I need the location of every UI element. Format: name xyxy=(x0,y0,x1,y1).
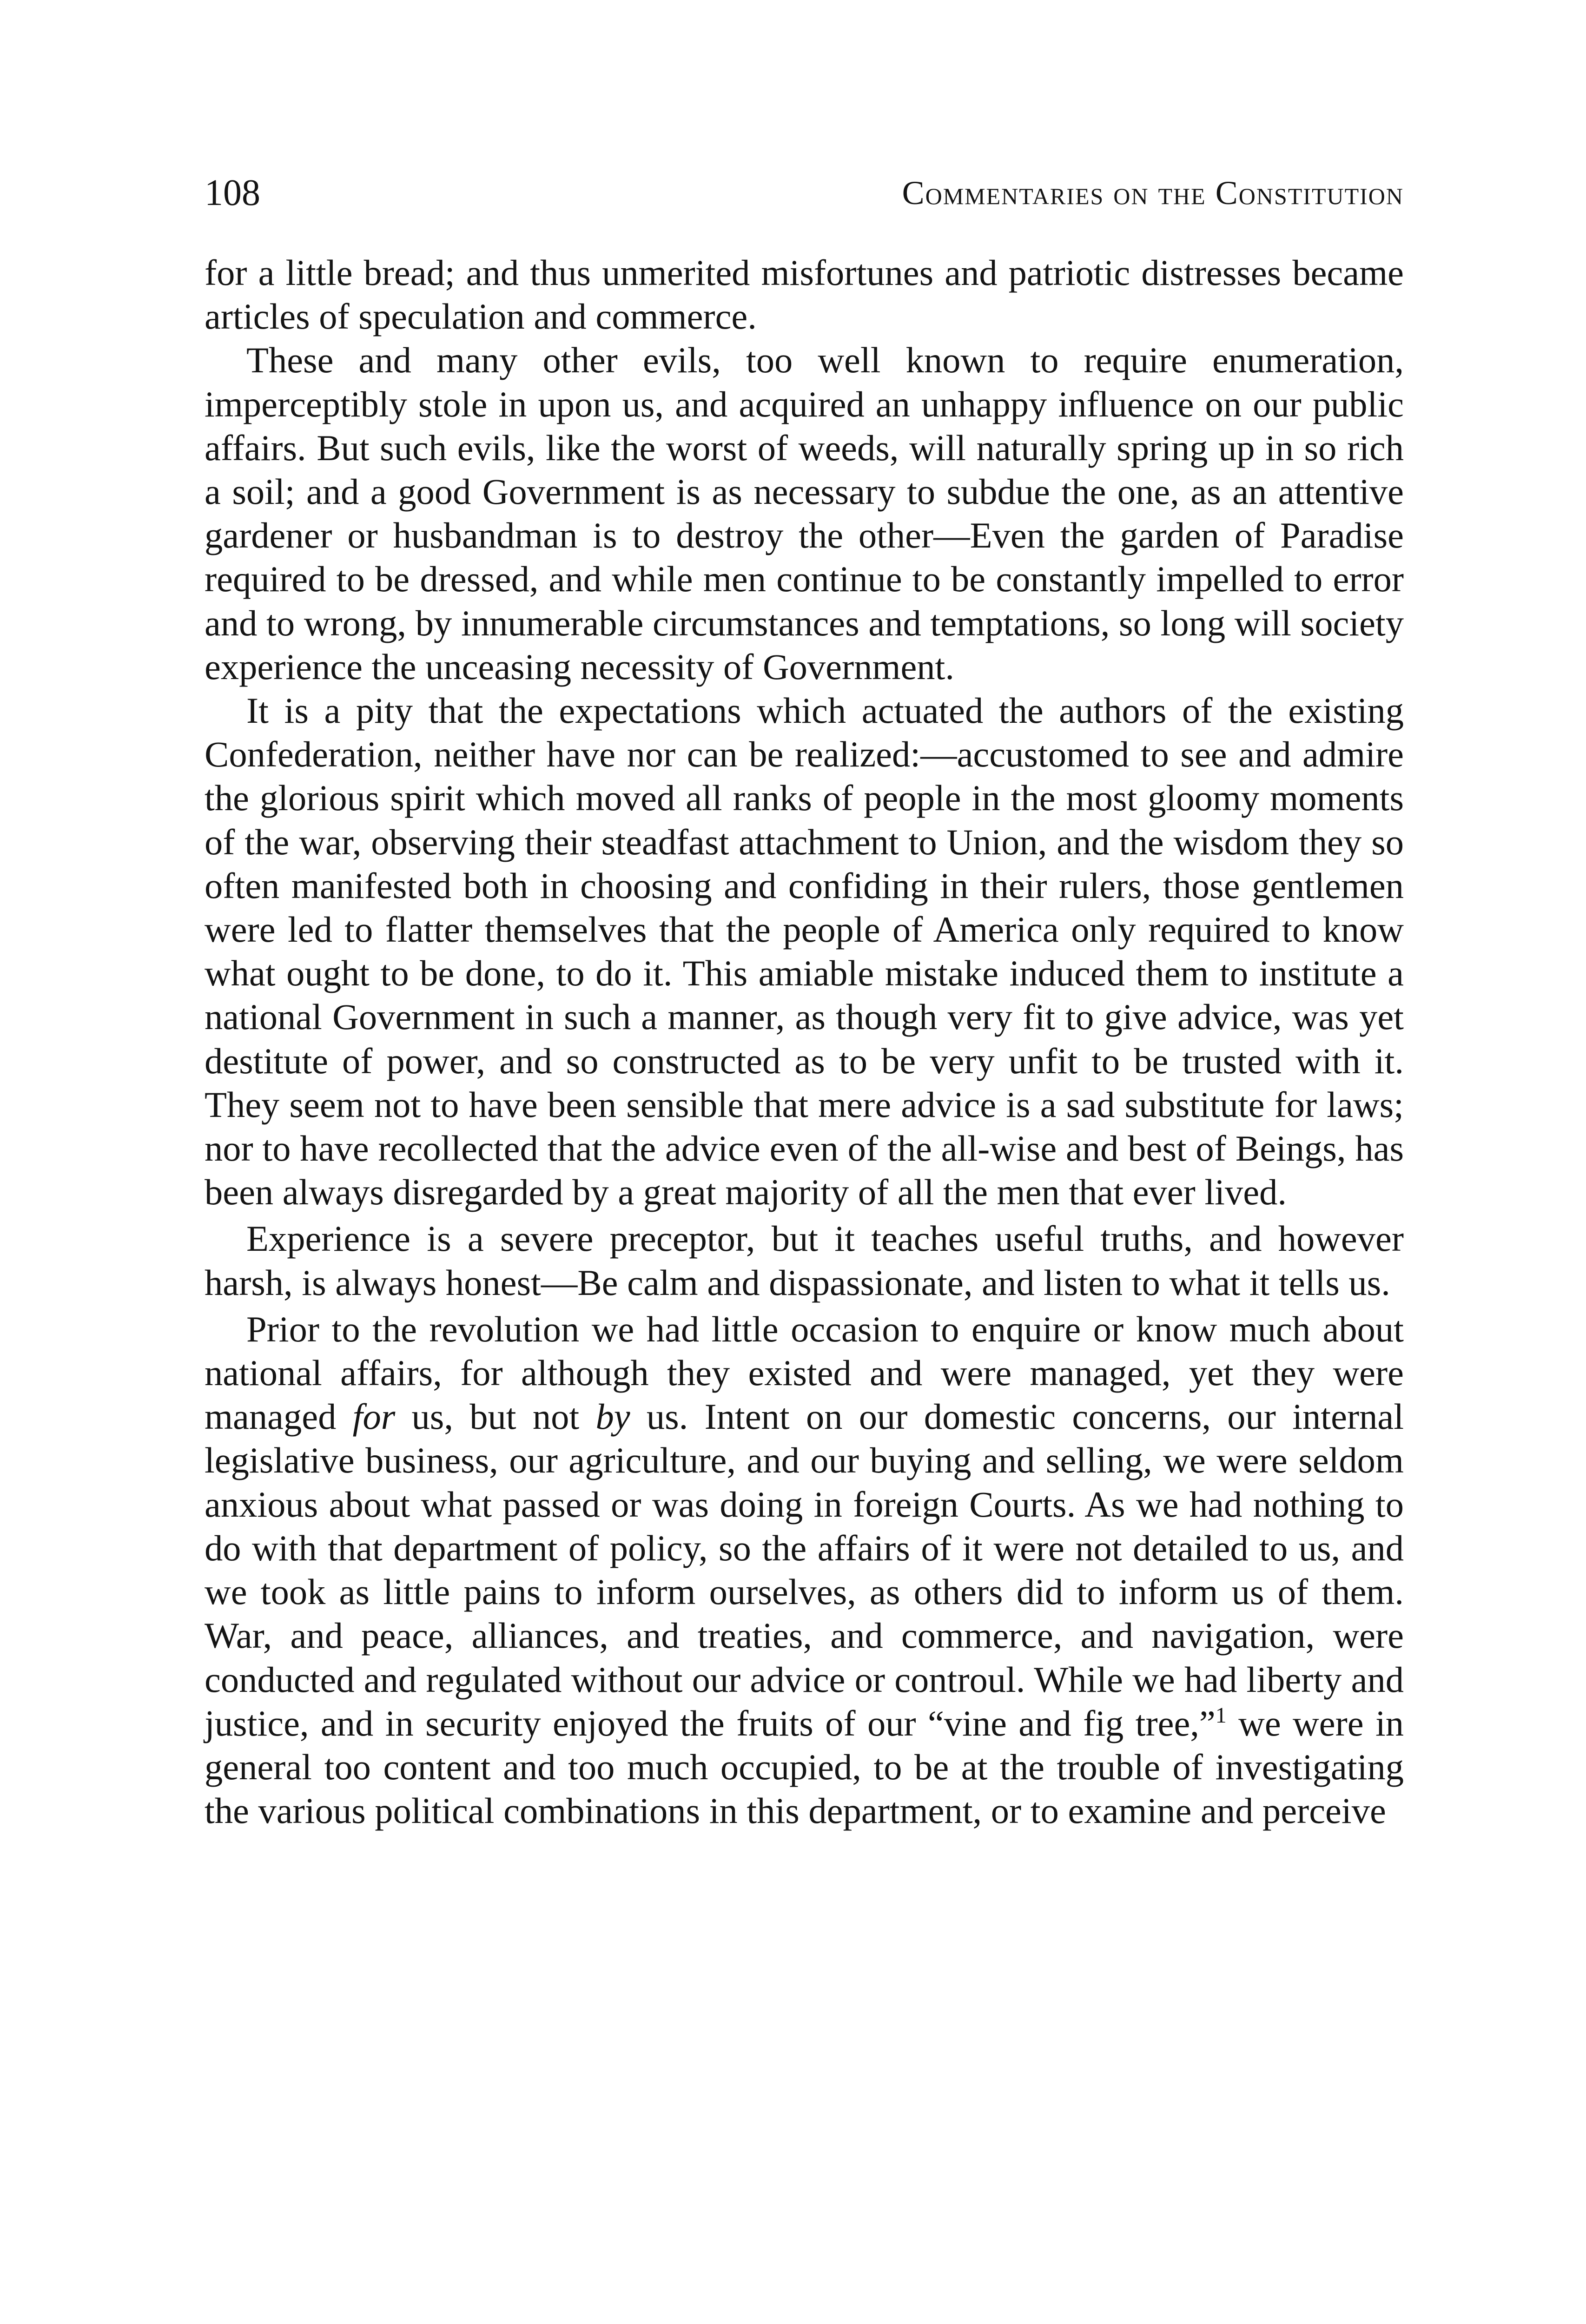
paragraph-1: for a little bread; and thus unmerited misfortunes and patriotic distresses became articles of speculation and commerce. xyxy=(205,252,1404,337)
paragraph-5 xyxy=(205,1307,1404,1833)
italic-by: by xyxy=(595,1396,630,1437)
paragraph-3: It is a pity that the expectations which actuated the authors of the existing Confederation, neither have nor can be realized:—accustomed to see and admire the glorious spirit which moved all ranks of people in the most gloomy moments of the war, observing their steadfast attachment to Union, and the wisdom they so often manifested both in choosing and confiding in their rulers, those gentlemen were led to flatter themselves that the people of America only required to know what ought to be done, to do it. This amiable mistake induced them to institute a national Government in such a manner, as though very fit to give advice, was yet destitute of power, and so constructed as to be very unfit to be trusted with it. They seem not to have been sensible that mere advice is a sad substitute for laws; nor to have recollected that the advice even of the all-wise and best of Beings, has been always disregarded by a great majority of all the men that ever lived. xyxy=(205,690,1404,1213)
paragraph-5-text-a: Prior to the revolution we had little occasion to enquire or know much about national affairs, for although they existed and were managed, yet they were managed xyxy=(205,1308,1404,1437)
running-head: Commentaries on the Constitution xyxy=(902,174,1404,211)
page-header xyxy=(205,167,1404,218)
italic-for: for xyxy=(352,1396,396,1437)
paragraph-5-text-c: us. Intent on our domestic concerns, our internal legislative business, our agriculture, and our buying and selling, we were seldom anxious about what passed or was doing in foreign Courts. As we had nothing to do with that department of policy, so the affairs of it were not detailed to us, and we took as little pains to inform ourselves, as others did to inform us of them. War, and peace, alliances, and treaties, and commerce, and navigation, were conducted and regulated without our advice or controul. While we had liberty and justice, and in security enjoyed the fruits of our “vine and fig tree,” xyxy=(205,1396,1404,1743)
body-text xyxy=(205,251,1404,1833)
paragraph-2: These and many other evils, too well known to require enumeration, imperceptibly stole in upon us, and acquired an unhappy influence on our public affairs. But such evils, like the worst of weeds, will naturally spring up in so rich a soil; and a good Government is as necessary to subdue the one, as an attentive gardener or husbandman is to destroy the other—Even the garden of Paradise required to be dressed, and while men continue to be constantly impelled to error and to wrong, by innumerable circumstances and temptations, so long will society experience the unceasing necessity of Government. xyxy=(205,340,1404,687)
page-number: 108 xyxy=(205,172,260,213)
paragraph-5-text-d: we were in general too content and too much occupied, to be at the trouble of investigating the various political combinations in this department, or to examine and perceive xyxy=(205,1703,1404,1831)
footnote-marker[interactable]: 1 xyxy=(1215,1703,1227,1728)
paragraph-5-text-b: us, but not xyxy=(395,1396,596,1437)
paragraph-4: Experience is a severe preceptor, but it teaches useful truths, and however harsh, is always honest—Be calm and dispassionate, and listen to what it tells us. xyxy=(205,1218,1404,1303)
